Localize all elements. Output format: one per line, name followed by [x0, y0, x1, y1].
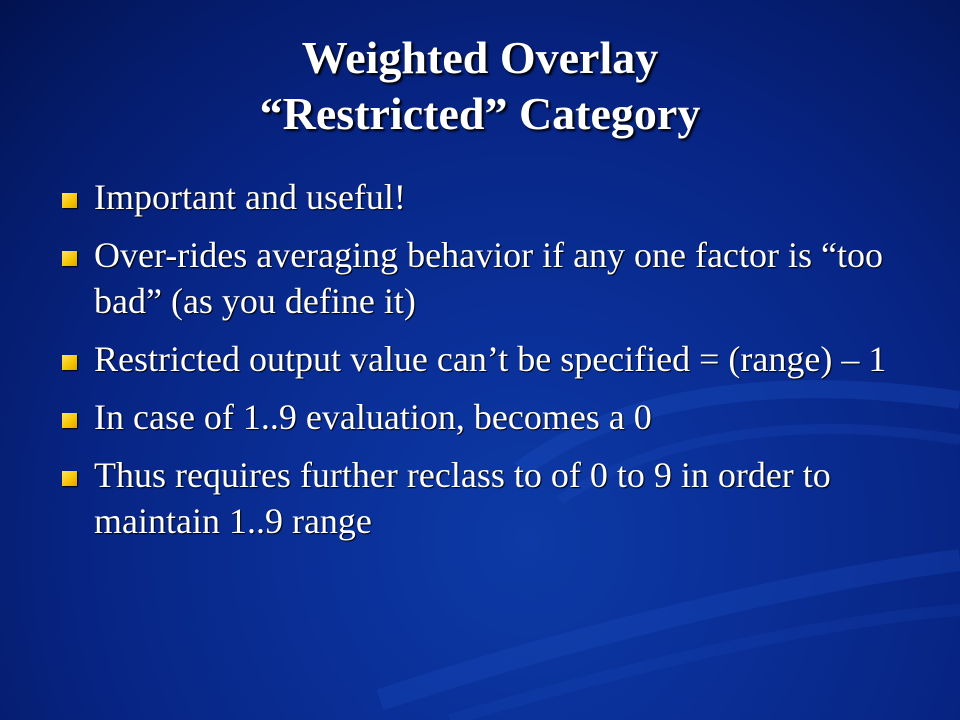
bullet-text: Thus requires further reclass to of 0 to 9 in order to maintain 1..9 range [94, 455, 831, 541]
bullet-item [60, 394, 920, 440]
square-bullet-icon [62, 413, 77, 428]
bullet-text: Over-rides averaging behavior if any one factor is “too bad” (as you define it) [94, 235, 883, 321]
bullet-text: In case of 1..9 evaluation, becomes a 0 [94, 397, 652, 437]
bullet-list [60, 174, 920, 556]
bullet-text: Important and useful! [94, 177, 406, 217]
slide-title-line-2: “Restricted” Category [259, 88, 701, 139]
bullet-item [60, 336, 920, 382]
square-bullet-icon [62, 193, 77, 208]
slide-title-line-1: Weighted Overlay [301, 32, 659, 83]
bullet-text: Restricted output value can’t be specified = (range) – 1 [94, 339, 887, 379]
square-bullet-icon [62, 471, 77, 486]
bullet-item [60, 174, 920, 220]
bullet-item [60, 452, 920, 544]
square-bullet-icon [62, 355, 77, 370]
bullet-item [60, 232, 920, 324]
slide-title [0, 30, 960, 142]
square-bullet-icon [62, 251, 77, 266]
